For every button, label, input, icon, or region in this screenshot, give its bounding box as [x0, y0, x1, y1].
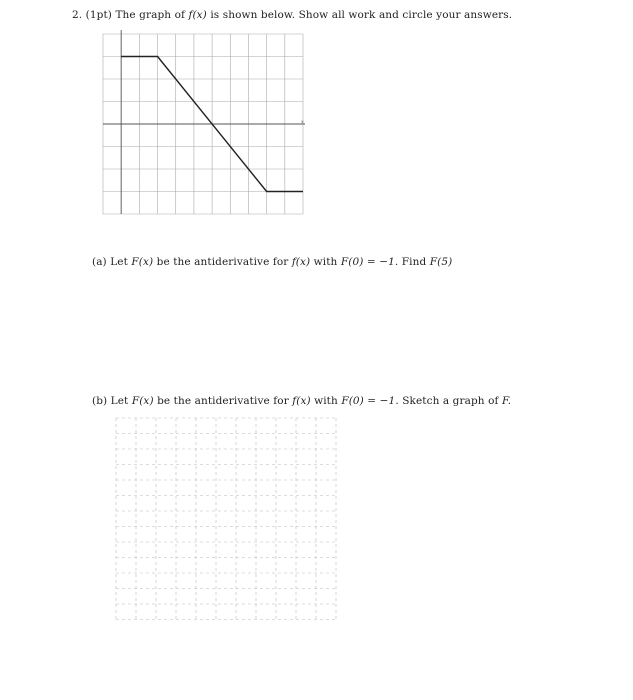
function-graph	[95, 26, 310, 221]
question-text-before: The graph of	[115, 9, 186, 21]
part-a-text4: Find	[401, 256, 427, 268]
question-func: f(x)	[188, 9, 207, 21]
part-b-f: f(x)	[292, 395, 311, 407]
part-a-f: f(x)	[291, 256, 311, 268]
part-b-target: F.	[501, 395, 512, 407]
part-a-text1: Let	[110, 256, 128, 268]
question-points: (1pt)	[85, 9, 112, 21]
graph-axes	[103, 30, 305, 214]
sketch-grid-lines	[116, 418, 336, 620]
sketch-grid	[108, 410, 348, 640]
part-b-F: F(x)	[131, 395, 154, 407]
x-axis-label: x	[301, 119, 304, 125]
part-a-label: (a)	[92, 256, 107, 268]
part-b-text4: Sketch a graph of	[402, 395, 499, 407]
part-a-text3: with	[313, 256, 338, 268]
question-text-after: is shown below. Show all work and circle your answers.	[210, 9, 513, 21]
part-a-target: F(5)	[429, 256, 453, 268]
part-a-text2: be the antiderivative for	[156, 256, 289, 268]
part-a-condition: F(0) = −1.	[340, 256, 399, 268]
part-b-label: (b)	[92, 395, 108, 407]
part-a	[92, 256, 452, 268]
question-number: 2.	[72, 9, 83, 21]
part-b	[92, 395, 511, 407]
part-b-text2: be the antiderivative for	[157, 395, 289, 407]
part-b-text1: Let	[110, 395, 129, 407]
question-title	[72, 9, 512, 21]
part-b-condition: F(0) = −1.	[341, 395, 399, 407]
part-a-F: F(x)	[131, 256, 154, 268]
part-b-text3: with	[314, 395, 338, 407]
